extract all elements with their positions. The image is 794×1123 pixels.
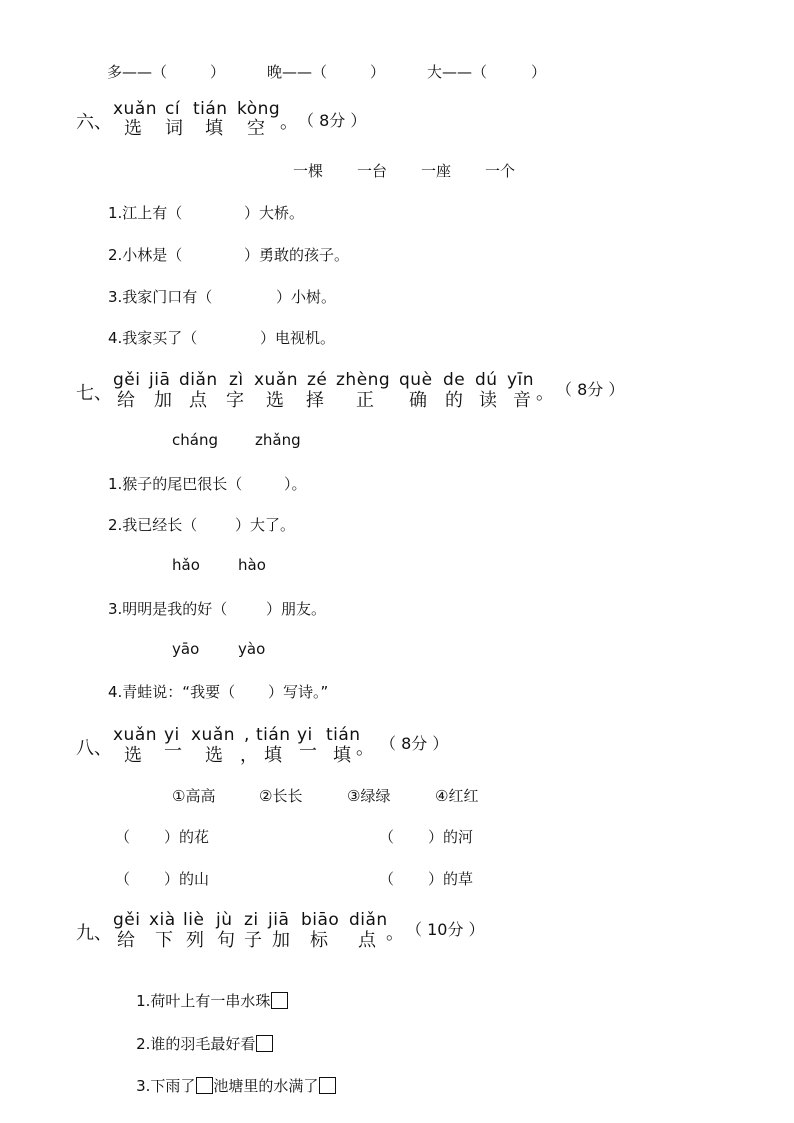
pinyin-option: yāo <box>172 640 200 658</box>
pinyin: jiā <box>268 910 290 930</box>
option-word: ③绿绿 <box>347 787 391 805</box>
punctuation-box[interactable] <box>256 1035 273 1052</box>
pinyin: liè <box>183 910 205 930</box>
pinyin: biāo <box>301 910 340 930</box>
question-4-end: ）写诗。” <box>268 683 329 701</box>
punctuation-box[interactable] <box>271 992 288 1009</box>
section-score: （ 10分 ） <box>406 920 485 939</box>
hanzi: 选 <box>124 118 142 139</box>
option-word: ①高高 <box>172 787 216 805</box>
hanzi: 空 <box>247 118 265 139</box>
hanzi: 列 <box>186 930 204 951</box>
option-word: 一棵 <box>293 162 324 180</box>
hanzi: 句 <box>217 930 235 951</box>
punctuation-box[interactable] <box>196 1077 213 1094</box>
question-3-end: ）朋友。 <box>266 600 327 618</box>
hanzi: 选 <box>266 390 284 411</box>
hanzi: 选 <box>205 745 223 766</box>
pinyin: , <box>244 725 250 745</box>
pinyin: diǎn <box>349 910 388 930</box>
question-3: 3.我家门口有（ <box>108 288 213 306</box>
pinyin: xuǎn <box>254 370 299 390</box>
pinyin: zhèng <box>336 370 391 390</box>
hanzi: 确 <box>409 390 427 411</box>
pinyin-option: yào <box>238 640 266 658</box>
hanzi: 读 <box>479 390 497 411</box>
pinyin: jù <box>216 910 233 930</box>
hanzi: 点 <box>189 390 207 411</box>
hanzi: 标 <box>310 930 328 951</box>
blank-open: （ <box>379 870 395 888</box>
pinyin: de <box>443 370 466 390</box>
pinyin: tián <box>326 725 361 745</box>
top-item-3-close: ） <box>531 63 547 81</box>
section-score: （ 8分 ） <box>298 111 367 130</box>
question-3-end: ）小树。 <box>276 288 337 306</box>
pinyin: xuǎn <box>191 725 236 745</box>
hanzi: 词 <box>165 118 183 139</box>
top-item-2-close: ） <box>370 63 386 81</box>
hanzi: 给 <box>117 930 135 951</box>
option-word: 一座 <box>421 162 452 180</box>
period: 。 <box>536 383 554 404</box>
question-3: 3.明明是我的好（ <box>108 600 228 618</box>
option-word: 一台 <box>357 162 388 180</box>
section-number: 七、 <box>76 383 112 404</box>
section-number: 九、 <box>76 923 112 944</box>
question-4: 4.青蛙说：“我要（ <box>108 683 236 701</box>
pinyin-option: cháng <box>172 431 218 449</box>
option-word: ②长长 <box>259 787 303 805</box>
option-word: 一个 <box>485 162 516 180</box>
pinyin: què <box>399 370 433 390</box>
pinyin: xià <box>149 910 176 930</box>
pinyin: zì <box>229 370 244 390</box>
hanzi: 一 <box>164 741 182 762</box>
hanzi: 加 <box>154 390 172 411</box>
question-4-end: ）电视机。 <box>260 329 336 347</box>
hanzi: 点 <box>358 930 376 951</box>
pinyin: zi <box>244 910 259 930</box>
pinyin: zé <box>307 370 328 390</box>
section-score: （ 8分 ） <box>556 380 625 399</box>
top-item-1: 多——（ <box>107 63 168 81</box>
section-score: （ 8分 ） <box>380 734 449 753</box>
hanzi: 字 <box>226 390 244 411</box>
blank-open: （ <box>115 828 131 846</box>
pinyin: yīn <box>507 370 535 390</box>
hanzi: 加 <box>272 930 290 951</box>
punctuation-box[interactable] <box>319 1077 336 1094</box>
phrase-flower: ）的花 <box>164 828 210 846</box>
hanzi: 的 <box>445 390 463 411</box>
hanzi: 正 <box>356 390 374 411</box>
top-item-1-close: ） <box>210 63 226 81</box>
pinyin: diǎn <box>179 370 218 390</box>
question-2: 2.小林是（ <box>108 246 183 264</box>
question-3-text-b: 池塘里的水满了 <box>213 1077 319 1095</box>
section-number: 六、 <box>76 112 112 133</box>
hanzi: 子 <box>244 930 262 951</box>
hanzi: 音 <box>513 390 531 411</box>
pinyin: yi <box>297 725 313 745</box>
period: 。 <box>356 738 374 759</box>
top-item-2: 晚——（ <box>267 63 328 81</box>
question-1-end: ）大桥。 <box>244 204 305 222</box>
pinyin: tián <box>256 725 291 745</box>
pinyin: gěi <box>113 910 141 930</box>
pinyin-option: hào <box>238 556 266 574</box>
question-3 <box>117 1057 336 1114</box>
question-2-end: ）勇敢的孩子。 <box>244 246 350 264</box>
question-1: 1.江上有（ <box>108 204 183 222</box>
pinyin: xuǎn <box>113 725 158 745</box>
pinyin-option: zhǎng <box>255 431 301 449</box>
pinyin: jiā <box>149 370 171 390</box>
question-1-text: 1.荷叶上有一串水珠 <box>136 992 271 1010</box>
blank-open: （ <box>379 828 395 846</box>
hanzi: ， <box>240 745 258 766</box>
hanzi: 择 <box>306 390 324 411</box>
hanzi: 给 <box>117 390 135 411</box>
question-2-end: ）大了。 <box>235 516 296 534</box>
question-3-text-a: 3.下雨了 <box>136 1077 196 1095</box>
pinyin: cí <box>165 99 181 119</box>
pinyin-option: hǎo <box>172 556 200 574</box>
question-2-text: 2.谁的羽毛最好看 <box>136 1035 256 1053</box>
top-item-3: 大——（ <box>427 63 488 81</box>
hanzi: 填 <box>264 745 282 766</box>
phrase-grass: ）的草 <box>428 870 474 888</box>
question-1: 1.猴子的尾巴很长（ <box>108 475 243 493</box>
pinyin: gěi <box>113 370 141 390</box>
pinyin: yi <box>164 725 180 745</box>
phrase-mountain: ）的山 <box>164 870 210 888</box>
period: 。 <box>280 112 298 133</box>
period: 。 <box>386 923 404 944</box>
pinyin: tián <box>193 99 228 119</box>
section-number: 八、 <box>76 738 112 759</box>
hanzi: 填 <box>205 118 223 139</box>
hanzi: 填 <box>333 745 351 766</box>
question-4: 4.我家买了（ <box>108 329 198 347</box>
option-word: ④红红 <box>435 787 479 805</box>
pinyin: dú <box>475 370 498 390</box>
blank-open: （ <box>115 870 131 888</box>
question-2: 2.我已经长（ <box>108 516 198 534</box>
hanzi: 选 <box>124 745 142 766</box>
hanzi: 下 <box>155 930 173 951</box>
phrase-river: ）的河 <box>428 828 474 846</box>
question-1-end: ）。 <box>284 475 307 493</box>
hanzi: 一 <box>299 741 317 762</box>
pinyin: xuǎn <box>113 99 158 119</box>
pinyin: kòng <box>237 99 281 119</box>
